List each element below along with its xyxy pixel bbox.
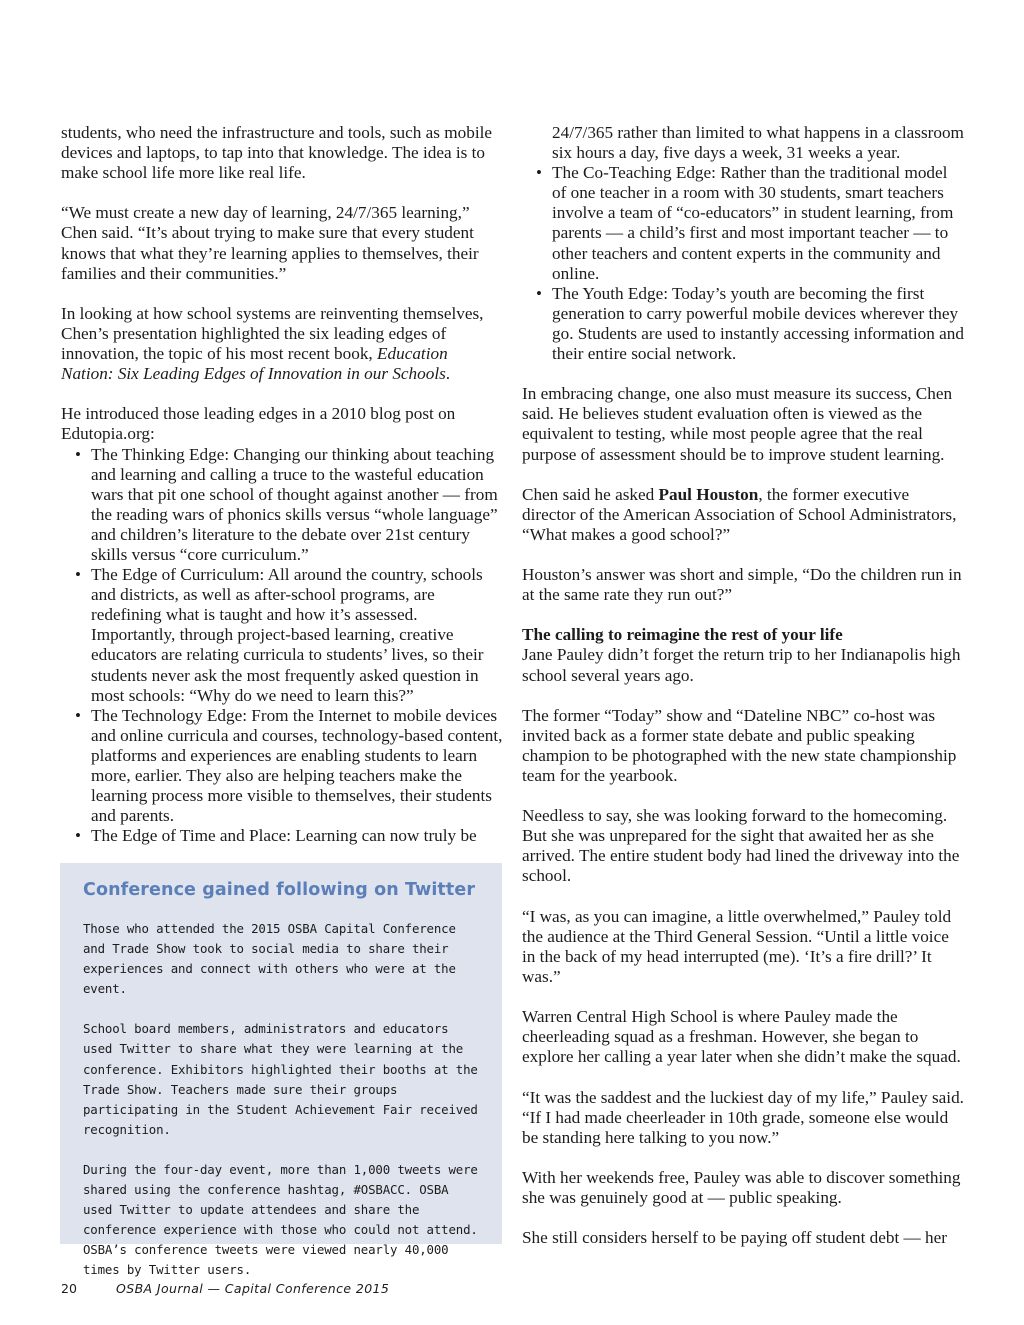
chen-quote-paragraph: “We must create a new day of learning, 24/7/365 learning,” Chen said. “It’s about trying to make sure that every student knows that what they’re learning applies to themselves, their families and their communities.” <box>61 203 479 283</box>
list-item: • The Thinking Edge: Changing our thinking about teaching and learning and calling a truce to the wasteful education wars that pit one school of thought against another — from the reading wars of phonics skills versus “whole language” and children’s literature to the debate over 21st century skills versus “core curriculum.” <box>75 444 498 564</box>
leading-edges-list-continued <box>522 163 964 364</box>
list-continuation: 24/7/365 rather than limited to what happens in a classroom six hours a day, five days a week, 31 weeks a year. <box>552 123 964 163</box>
leading-edges-list <box>61 445 503 847</box>
paragraph: In looking at how school systems are reinventing themselves, Chen’s presentation highlighted the six leading edges of innovation, the topic of his most recent book, Education Nation: Six Leading Edges of Innovation in our Schools. <box>61 303 484 384</box>
paragraph: “It was the saddest and the luckiest day of my life,” Pauley said. “If I had made cheerleader in 10th grade, someone else would be standing here talking to you now.” <box>522 1087 964 1147</box>
list-item: • The Edge of Time and Place: Learning can now truly be <box>75 826 477 846</box>
paragraph: Jane Pauley didn’t forget the return trip to her Indianapolis high school several years ago. <box>522 645 961 685</box>
list-item: • The Edge of Curriculum: All around the country, schools and districts, as well as after-school programs, are redefining what is taught and how it’s assessed. Importantly, through project-based learning, creative educators are relating curricula to students’ lives, so their students never ask the most frequently asked question in most schools: “Why do we need to learn this?” <box>75 565 484 705</box>
bullet-icon: • <box>536 163 542 183</box>
paragraph: Houston’s answer was short and simple, “Do the children run in at the same rate they run out?” <box>522 565 962 605</box>
person-name: Paul Houston <box>658 484 759 504</box>
left-column <box>61 123 503 866</box>
bullet-icon: • <box>536 283 542 303</box>
list-item: • The Co-Teaching Edge: Rather than the traditional model of one teacher in a room with 30 students, smart teachers involve a team of “co-educators” in student learning, from parents — a child’s first and most important teacher — to other teachers and content experts in the community and online. <box>536 163 954 283</box>
bullet-icon: • <box>75 826 81 846</box>
page-number: 20 <box>61 1281 77 1296</box>
paragraph: “I was, as you can imagine, a little overwhelmed,” Pauley told the audience at the Third General Session. “Until a little voice in the back of my head interrupted (me). ‘It’s a fire drill?’ It was.” <box>522 906 952 986</box>
paragraph: students, who need the infrastructure and tools, such as mobile devices and laptops, to tap into that knowledge. The idea is to make school life more like real life. <box>61 123 493 183</box>
paragraph: With her weekends free, Pauley was able to discover something she was genuinely good at — public speaking. <box>522 1167 961 1207</box>
bullet-icon: • <box>75 444 81 464</box>
publication-title: OSBA Journal — Capital Conference 2015 <box>116 1281 390 1296</box>
paragraph: Needless to say, she was looking forward to the homecoming. But she was unprepared for the sight that awaited her as she arrived. The entire student body had lined the driveway into the school. <box>522 806 960 886</box>
sidebar-title: Conference gained following on Twitter <box>83 880 476 900</box>
sidebar-paragraph: School board members, administrators and educators used Twitter to share what they were learning at the conference. Exhibitors highlighted their booths at the Trade Show. Teachers made sure their groups participating in the Student Achievement Fair received recognition. <box>83 1021 478 1137</box>
twitter-sidebar <box>60 863 502 1278</box>
paragraph: The former “Today” show and “Dateline NBC” co-host was invited back as a former state debate and public speaking champion to be photographed with the new state championship team for the yearbook. <box>522 705 957 785</box>
sidebar-paragraph: Those who attended the 2015 OSBA Capital Conference and Trade Show took to social media to share their experiences and connect with others who were at the event. <box>83 921 456 997</box>
paragraph: Warren Central High School is where Pauley made the cheerleading squad as a freshman. However, she began to explore her calling a year later when she didn’t make the squad. <box>522 1007 961 1067</box>
page-footer <box>61 1281 390 1296</box>
book-title: Education Nation: Six Leading Edges of Innovation in our Schools <box>61 344 448 384</box>
list-item: • The Technology Edge: From the Internet to mobile devices and online curricula and courses, technology-based content, platforms and experiences are enabling students to learn more, earlier. They also are helping teachers make the learning process more visible to themselves, their students and parents. <box>75 705 503 826</box>
section-subhead: The calling to reimagine the rest of your life <box>522 625 843 645</box>
paragraph: She still considers herself to be paying off student debt — her <box>522 1228 947 1248</box>
bullet-icon: • <box>75 565 81 585</box>
sidebar-paragraph: During the four-day event, more than 1,000 tweets were shared using the conference hashtag, #OSBACC. OSBA used Twitter to update attendees and share the conference experience with those who could not attend. OSBA’s conference tweets were viewed nearly 40,000 times by Twitter users. <box>83 1161 478 1278</box>
paragraph: He introduced those leading edges in a 2010 blog post on Edutopia.org: <box>61 404 456 444</box>
right-column <box>522 123 964 1248</box>
list-item: • The Youth Edge: Today’s youth are becoming the first generation to carry powerful mobile devices wherever they go. Students are used to instantly accessing information and their entire social network. <box>536 283 964 364</box>
paragraph: In embracing change, one also must measure its success, Chen said. He believes student evaluation often is viewed as the equivalent to testing, while most people agree that the real purpose of assessment should be to improve student learning. <box>522 384 953 464</box>
paragraph: Chen said he asked Paul Houston, the former executive director of the American Association of School Administrators, “What makes a good school?” <box>522 484 957 544</box>
bullet-icon: • <box>75 705 81 725</box>
